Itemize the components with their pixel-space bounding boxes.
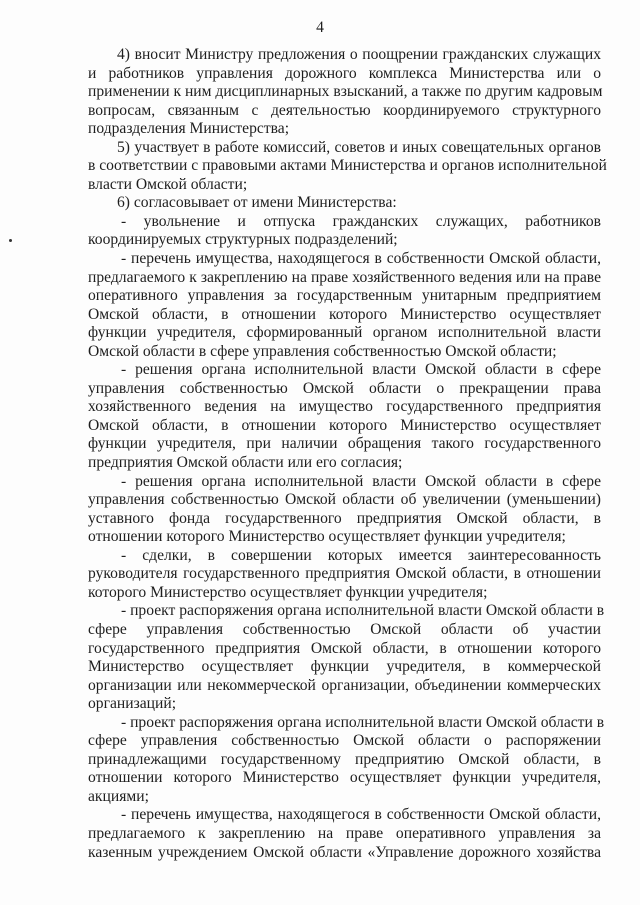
paragraph	[88, 138, 607, 195]
text-line: принадлежащими государственному предприятию Омской области, в	[88, 750, 601, 768]
text-line: государственного предприятия Омской области, в отношении которого	[88, 639, 601, 657]
text-line: Омской области, в отношении которого Министерство осуществляет	[88, 305, 601, 323]
list-item	[88, 806, 601, 862]
text-line-last: подразделения Министерства;	[88, 120, 290, 138]
text-line: - перечень имущества, находящегося в собственности Омской области,	[121, 806, 601, 824]
text-line: вопросам, связанным с деятельностью координируемого структурного	[88, 101, 601, 119]
text-line: в соответствии с правовыми актами Министерства и органов исполнительной	[88, 157, 607, 175]
text-line: сфере управления собственностью Омской области об участии	[88, 620, 601, 638]
text-line: - проект распоряжения органа исполнительной власти Омской области в	[121, 713, 605, 731]
text-line: - решения органа исполнительной власти Омской области в сфере	[121, 472, 601, 490]
text-line: - перечень имущества, находящегося в собственности Омской области,	[121, 250, 601, 268]
text-line: хозяйственного ведения на имущество государственного предприятия	[88, 398, 601, 416]
text-line: уставного фонда государственного предприятия Омской области, в	[88, 509, 601, 527]
paragraph	[88, 194, 601, 213]
text-line: казенным учреждением Омской области «Управление дорожного хозяйства	[88, 843, 601, 861]
text-line: 5) участвует в работе комиссий, советов и иных совещательных органов	[117, 138, 601, 156]
text-line-last: власти Омской области;	[88, 175, 248, 193]
list-item	[88, 547, 601, 603]
paragraph	[88, 46, 601, 139]
margin-mark	[9, 239, 12, 242]
text-line: оперативного управления за государственным унитарным предприятием	[88, 287, 601, 305]
page-number: 4	[316, 19, 324, 36]
text-line: управления собственностью Омской области о прекращении права	[88, 379, 601, 397]
text-line: Министерство осуществляет функции учредителя, в коммерческой	[88, 658, 601, 676]
text-line: - решения органа исполнительной власти Омской области в сфере	[121, 361, 601, 379]
text-line-last: организаций;	[88, 695, 177, 713]
text-line-last: предприятия Омской области или его согласия;	[88, 454, 403, 472]
text-line-last: которого Министерство осуществляет функции учредителя;	[88, 583, 488, 601]
text-line: 4) вносит Министру предложения о поощрении гражданских служащих	[117, 46, 601, 63]
text-line: и работников управления дорожного комплекса Министерства или о	[88, 64, 601, 82]
text-line: сфере управления собственностью Омской области о распоряжении	[88, 732, 601, 750]
list-item	[88, 250, 601, 361]
text-line-last: отношении которого Министерство осуществляет функции учредителя;	[88, 528, 566, 546]
text-line: функции учредителя, сформированный органом исполнительной власти	[88, 324, 601, 342]
text-line: организации или некоммерческой организации, объединении коммерческих	[88, 676, 601, 694]
text-line: Омской области, в отношении которого Министерство осуществляет	[88, 416, 601, 434]
text-line-last: координируемых структурных подразделений;	[88, 231, 398, 249]
text-line: - увольнение и отпуска гражданских служащих, работников	[121, 212, 601, 230]
text-line: функции учредителя, при наличии обращения такого государственного	[88, 435, 601, 453]
list-item	[88, 473, 601, 547]
text-line-last: акциями;	[88, 787, 149, 805]
list-item	[88, 713, 605, 807]
text-line: - сделки, в совершении которых имеется заинтересованность	[121, 546, 601, 564]
list-item	[88, 213, 601, 250]
text-line: - проект распоряжения органа исполнительной власти Омской области в	[121, 602, 605, 620]
text-line: предлагаемого к закреплению на праве оперативного управления за	[88, 824, 601, 842]
text-line-last: 6) согласовывает от имени Министерства:	[117, 194, 397, 212]
text-line: предлагаемого к закреплению на праве хозяйственного ведения или на праве	[88, 268, 601, 286]
text-line: применении к ним дисциплинарных взысканий, а также по другим кадровым	[88, 83, 603, 101]
text-line: управления собственностью Омской области об увеличении (уменьшении)	[88, 491, 601, 509]
list-item	[88, 602, 605, 713]
list-item	[88, 361, 601, 472]
text-line-last: Омской области в сфере управления собственностью Омской области;	[88, 342, 557, 360]
text-line: руководителя государственного предприятия Омской области, в отношении	[88, 565, 601, 583]
document-body	[88, 46, 607, 862]
text-line: отношении которого Министерство осуществляет функции учредителя,	[88, 769, 601, 787]
